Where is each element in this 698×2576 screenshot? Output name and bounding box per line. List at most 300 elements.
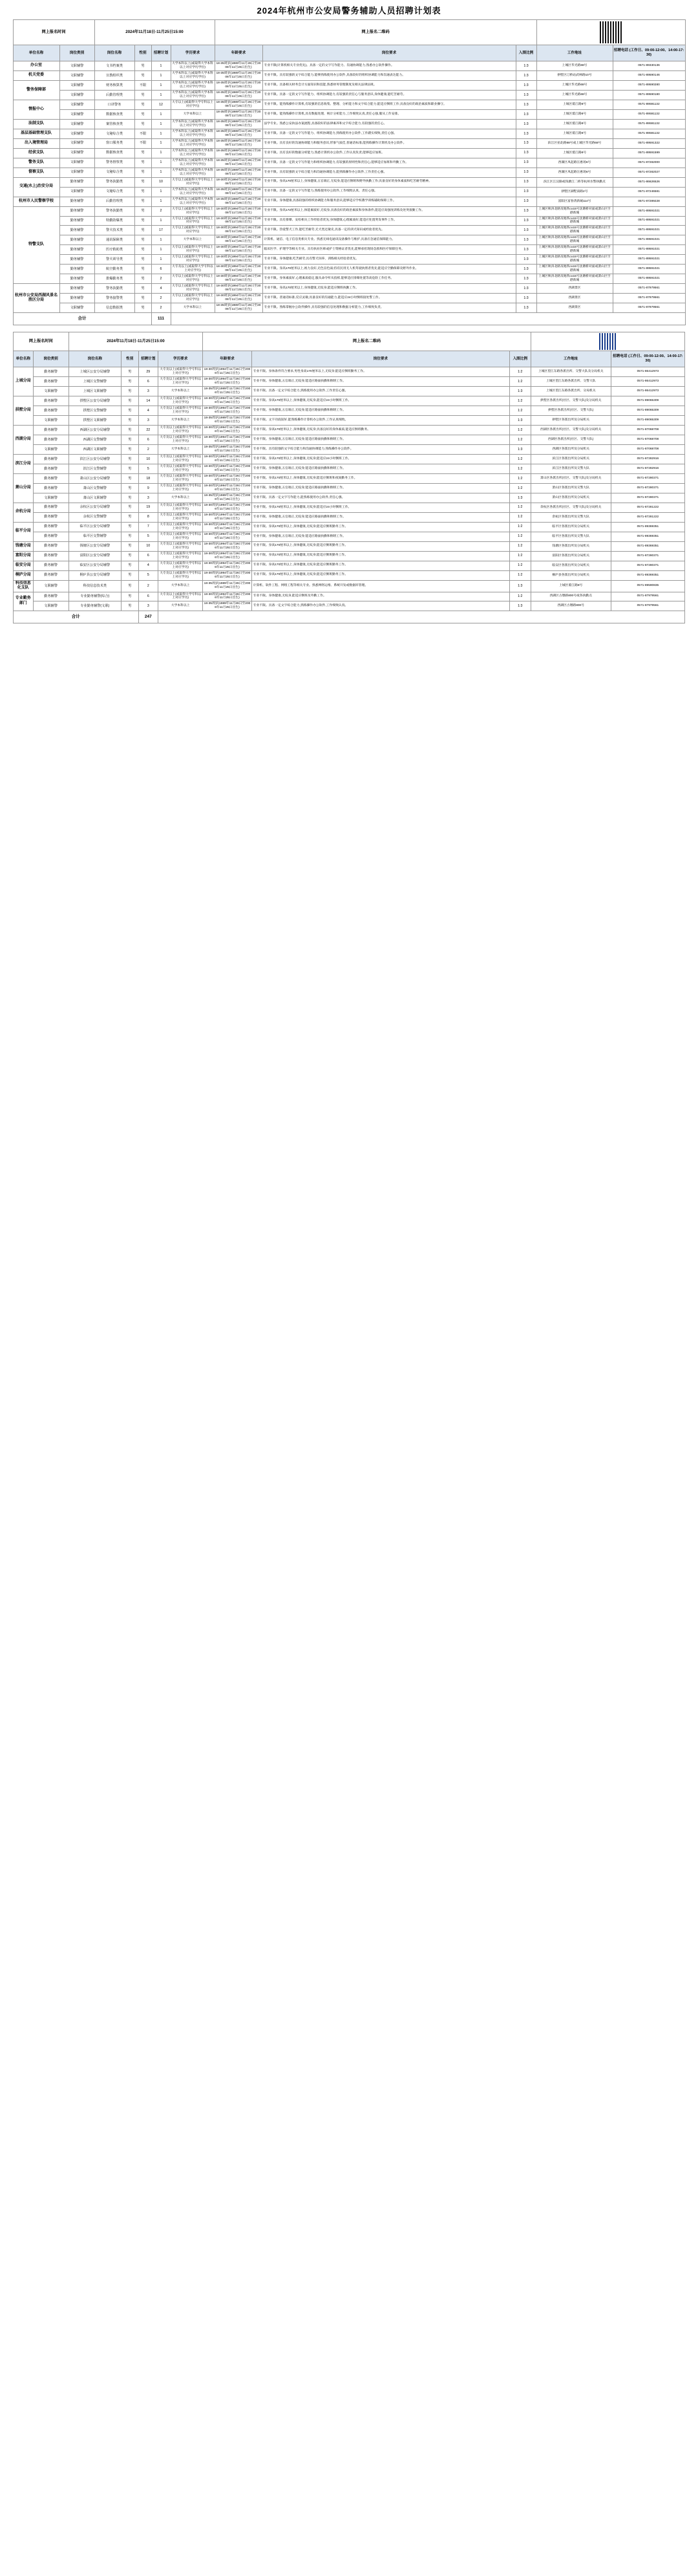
cell-requirement: 专业不限。身体健康,五官端正,无纹身;能适应路面执勤和倒班工作。: [251, 483, 509, 493]
cell-sex: 男: [122, 541, 138, 551]
table-row: [13, 90, 685, 100]
recruitment-table-part1: [13, 19, 686, 325]
cell-post: 特勤防爆类: [94, 216, 134, 226]
cell-age: 18-30周岁(1994年11月26日至2006年11月25日出生): [215, 226, 262, 235]
cell-sex: 男: [134, 187, 151, 197]
cell-age: 18-30周岁(1994年11月26日至2006年11月25日出生): [203, 503, 251, 512]
cell-ratio: 1:3: [516, 109, 536, 119]
cell-ratio: 1:3: [516, 265, 536, 274]
cell-education: 大学本科以上(或取得大学本科以上对应学历学位): [171, 197, 215, 206]
cell-education: 大专及以上(或取得大学专科以上对应学历): [158, 570, 203, 580]
cell-requirement: 专业不限。身高170厘米以上,身体健康,无纹身;具备良好的身体素质,能适应倒班勤务。: [251, 426, 509, 435]
col-category: 岗位类别: [59, 45, 94, 61]
cell-age: 18-35周岁(1989年11月26日至2006年11月25日出生): [215, 129, 262, 138]
cell-count: 1: [151, 197, 171, 206]
recruitment-table-part2: [13, 332, 685, 623]
total-blank: [171, 313, 685, 325]
table-row: [13, 235, 685, 245]
cell-post: 临平区交警辅警: [69, 532, 121, 541]
cell-education: 大专及以上(或取得大学专科以上对应学历): [158, 377, 203, 387]
cell-education: 大学本科以上(或取得大学本科以上对应学历学位): [171, 187, 215, 197]
col-sex-2: 性别: [122, 351, 138, 367]
cell-ratio: 1:2: [509, 541, 531, 551]
cell-hotline: 0571-89591021: [613, 255, 685, 265]
table-row: [13, 226, 685, 235]
cell-post: 警犬技术类: [94, 226, 134, 235]
cell-hotline: 0571-87979561: [611, 592, 684, 601]
cell-ratio: 1:2: [509, 435, 531, 444]
col-unit-2: 单位名称: [14, 351, 34, 367]
cell-ratio: 1:3: [516, 226, 536, 235]
cell-age: 18-30周岁(1994年11月26日至2006年11月25日出生): [215, 216, 262, 226]
cell-age: 18-30周岁(1994年11月26日至2006年11月25日出生): [215, 255, 262, 265]
table-row: [13, 255, 685, 265]
cell-hotline: 0571-89591322: [613, 138, 685, 148]
cell-post: 文秘综合类: [94, 187, 134, 197]
cell-age: 18-35周岁(1989年11月26日至2006年11月25日出生): [215, 187, 262, 197]
cell-requirement: 专业不限。身高170厘米以上,身体健康,无纹身;能适应倒班勤务工作。: [251, 570, 509, 580]
table-row: [13, 100, 685, 109]
cell-count: 2: [151, 206, 171, 216]
cell-requirement: 专业不限。具有良好的沟通协调能力和服务意识,形象气质佳,普通话标准,能熟练操作计算机及办公软件。: [262, 138, 516, 148]
cell-age: 18-30周岁(1994年11月26日至2006年11月25日出生): [203, 426, 251, 435]
cell-hotline: 0571-89590280: [613, 80, 685, 90]
cell-requirement: 专业不限。具备相关财务会计方面知识和技能,熟悉财务管理制度及相关法律法规。: [262, 80, 516, 90]
cell-post: 医疗救助类: [94, 245, 134, 255]
table-row: [13, 177, 685, 187]
cell-post: 窗口服务类: [94, 138, 134, 148]
cell-address: 萧山区各派出所及交警大队: [531, 483, 611, 493]
cell-requirement: 专业不限。熟练掌握办公软件操作,具有较强的信息处理和数据分析能力,工作细致负责。: [262, 303, 516, 313]
cell-education: 大专及以上(或取得大学专科以上对应学历): [158, 503, 203, 512]
cell-count: 1: [151, 80, 171, 90]
cell-requirement: 专业不限。具备一定文字综合能力,熟练使用办公软件,工作责任心强。: [251, 387, 509, 396]
cell-category: 文职辅警: [33, 493, 69, 503]
cell-requirement: 计算机、软件工程、网络工程等相关专业。熟悉网络运维、系统开发或数据库管理。: [251, 580, 509, 592]
total-row-part1: [13, 313, 685, 325]
cell-count: 19: [138, 503, 158, 512]
cell-post: 数据核查类: [94, 148, 134, 158]
cell-sex: 男: [134, 206, 151, 216]
cell-education: 大专及以上(或取得大学专科以上对应学历): [158, 551, 203, 561]
table-row: [14, 473, 685, 483]
cell-hotline: 0571-87280371: [611, 493, 684, 503]
cell-count: 1: [151, 61, 171, 71]
cell-ratio: 1:2: [509, 483, 531, 493]
cell-ratio: 1:3: [516, 168, 536, 177]
cell-ratio: 1:2: [509, 426, 531, 435]
cell-requirement: 计算机、通信、电子信息类相关专业。熟悉无线电通讯设备操作与维护,具备应急通信保障能力。: [262, 235, 516, 245]
cell-post: 上城区交警辅警: [69, 377, 121, 387]
cell-post: 财务核算类: [94, 80, 134, 90]
cell-category: 勤务辅警: [59, 226, 94, 235]
cell-education: 大学本科以上: [171, 235, 215, 245]
cell-requirement: 专业不限。身体健康,具备较强的组织协调能力和服务意识,能够适应学校教学训练辅助保障工作。: [262, 197, 516, 206]
cell-post: 萧山区文职辅警: [69, 493, 121, 503]
cell-sex: 男: [122, 522, 138, 532]
cell-unit: 临安分局: [14, 561, 34, 570]
table-row: [14, 503, 685, 512]
cell-ratio: 1:2: [509, 473, 531, 483]
cell-hotline: 0571-89065309: [611, 416, 684, 426]
col-category-2: 岗位类别: [33, 351, 69, 367]
cell-unit: 办公室: [13, 61, 59, 71]
cell-ratio: 1:3: [509, 601, 531, 611]
cell-requirement: 专业不限。具备一定文字综合能力,熟练操作办公软件,工作细致认真。: [251, 601, 509, 611]
col-post-2: 岗位名称: [69, 351, 121, 367]
col-address-2: 工作地址: [531, 351, 611, 367]
cell-hotline: 0571-89591021: [613, 206, 685, 216]
cell-address: 西湖区古墩路800号或各执勤点: [531, 592, 611, 601]
cell-category: 文职辅警: [33, 416, 69, 426]
cell-sex: 男: [134, 61, 151, 71]
cell-category: 勤务辅警: [33, 532, 69, 541]
col-age: 年龄要求: [215, 45, 262, 61]
cell-count: 1: [151, 109, 171, 119]
cell-post: 文秘综合类: [94, 129, 134, 138]
cell-ratio: 1:3: [516, 129, 536, 138]
cell-hotline: 0571-87979561: [611, 601, 684, 611]
col-ratio: 入围比例: [516, 45, 536, 61]
notice-time: 2024年11月18日-11月25日15:00: [94, 20, 215, 45]
cell-education: 大专以上(或取得大学专科以上对应学历): [171, 284, 215, 294]
cell-age: 18-30周岁(1994年11月26日至2006年11月25日出生): [215, 294, 262, 303]
cell-education: 大专及以上(或取得大学专科以上对应学历): [158, 367, 203, 377]
cell-hotline: 0571-87281222: [611, 503, 684, 512]
cell-sex: 男: [122, 483, 138, 493]
cell-post: 航空勤务类: [94, 265, 134, 274]
cell-sex: 男: [122, 503, 138, 512]
cell-count: 1: [151, 148, 171, 158]
table-row: [14, 551, 685, 561]
total-label: 合计: [13, 313, 151, 325]
col-unit: 单位名称: [13, 45, 59, 61]
cell-age: 18-30周岁(1994年11月26日至2006年11月25日出生): [203, 541, 251, 551]
cell-address: 上城区华光路68号: [536, 90, 613, 100]
table-row: [14, 435, 685, 444]
cell-hotline: 0571-87280371: [611, 551, 684, 561]
cell-sex: 男: [122, 367, 138, 377]
cell-category: 勤务辅警: [59, 294, 94, 303]
notice-qr-label-2: 网上报名二维码: [203, 332, 531, 351]
cell-ratio: 1:3: [516, 100, 536, 109]
cell-age: 18-35周岁(1989年11月26日至2006年11月25日出生): [203, 580, 251, 592]
cell-post: 上城区文职辅警: [69, 387, 121, 396]
cell-post: 临安区公安分局辅警: [69, 561, 121, 570]
cell-age: 18-35周岁(1989年11月26日至2006年11月25日出生): [215, 109, 262, 119]
cell-category: 文职辅警: [59, 80, 94, 90]
cell-hotline: 0571-89591132: [613, 119, 685, 129]
cell-age: 18-30周岁(1994年11月26日至2006年11月25日出生): [203, 570, 251, 580]
cell-unit: 警务保障部: [13, 80, 59, 100]
cell-address: 西湖景区: [536, 294, 613, 303]
cell-count: 2: [151, 303, 171, 313]
cell-address: 上城区望江东路各派出所、分局机关: [531, 387, 611, 396]
cell-age: 18-35周岁(1989年11月26日至2006年11月25日出生): [215, 138, 262, 148]
cell-education: 大专以上(或取得大学专科以上对应学历): [171, 294, 215, 303]
cell-category: 勤务辅警: [59, 284, 94, 294]
cell-ratio: 1:3: [516, 80, 536, 90]
qr-code[interactable]: [536, 20, 685, 45]
cell-hotline: 0571-87282916: [611, 454, 684, 464]
cell-category: 勤务辅警: [33, 483, 69, 493]
col-address: 工作地址: [536, 45, 613, 61]
cell-address: 西湖区各派出所及分局机关: [531, 444, 611, 454]
cell-ratio: 1:3: [516, 90, 536, 100]
cell-requirement: 专业不限。能熟练操作计算机,有较强的信息收集、整理、分析能力和文字综合能力;能适应倒班工作;具备良好的政治素质和职业操守。: [262, 100, 516, 109]
cell-education: 大专及以上(或取得大学专科以上对应学历): [158, 396, 203, 406]
cell-address: 富阳区富春湾新城114号: [536, 197, 613, 206]
cell-count: 2: [151, 274, 171, 284]
cell-hotline: 0571-89591021: [613, 235, 685, 245]
cell-post: 警务接警类: [94, 294, 134, 303]
table-row: [14, 416, 685, 426]
cell-address: 滨江区江汉路或钱塘江二桥等杭州水警执勤点: [536, 177, 613, 187]
cell-requirement: 专业不限。具有良好的数据分析能力,熟悉计算机办公软件,工作认真负责,能够适应加班。: [262, 148, 516, 158]
cell-category: 勤务辅警: [59, 274, 94, 284]
cell-education: 大专及以上(或取得大学专科以上对应学历): [158, 561, 203, 570]
table-row: [14, 426, 685, 435]
cell-hotline: 0571-89590835: [611, 580, 684, 592]
cell-post: 拱墅区公安分局辅警: [69, 396, 121, 406]
cell-post: 案管核查类: [94, 119, 134, 129]
table-row: [13, 138, 685, 148]
notice-row-2: [14, 332, 685, 351]
cell-age: 18-35周岁(1989年11月26日至2006年11月25日出生): [215, 61, 262, 71]
cell-post: 后勤管理类: [94, 90, 134, 100]
cell-category: 勤务辅警: [33, 454, 69, 464]
cell-age: 18-35周岁(1989年11月26日至2006年11月25日出生): [215, 303, 262, 313]
cell-address: 临平区各派出所及交警大队: [531, 532, 611, 541]
cell-education: 大专以上(或取得大学专科以上对应学历): [171, 274, 215, 284]
cell-count: 3: [138, 416, 158, 426]
cell-count: 1: [151, 187, 171, 197]
cell-age: 18-30周岁(1994年11月26日至2006年11月25日出生): [203, 435, 251, 444]
cell-age: 18-30周岁(1994年11月26日至2006年11月25日出生): [215, 177, 262, 187]
cell-requirement: 专业不限。身高170厘米以上,身体健康,无纹身;能适应倒班勤务工作。: [251, 561, 509, 570]
cell-requirement: 专业不限。身高170厘米以上,身体健康,无纹身,能适应24小时倒班工作。: [251, 396, 509, 406]
cell-category: 勤务辅警: [59, 255, 94, 265]
cell-hotline: 0571-89591021: [613, 216, 685, 226]
cell-education: 大学本科以上: [158, 580, 203, 592]
cell-address: 上城区华光路68号: [536, 61, 613, 71]
cell-requirement: 专业不限。身体健康,无纹身,能适应倒班及外勤工作。: [251, 592, 509, 601]
cell-hotline: 0571-89591021: [613, 265, 685, 274]
cell-post: 排爆勤务类: [94, 274, 134, 284]
cell-education: 大专以上(或取得大学专科以上对应学历): [171, 245, 215, 255]
cell-education: 大学本科以上: [158, 387, 203, 396]
cell-requirement: 专业不限。身体健康,五官端正,无纹身;能适应路面执勤和倒班工作。: [251, 406, 509, 416]
cell-requirement: 专业不限。具备一定的文字写作能力、组织协调能力,有较强的责任心与服务意识,身体健康,能吃苦耐劳。: [262, 90, 516, 100]
cell-address: 西湖区各派出所(社区、交警大队)及分局机关: [531, 426, 611, 435]
cell-sex: 男: [122, 406, 138, 416]
cell-education: 大专以上(或取得大学专科以上对应学历): [171, 100, 215, 109]
cell-category: 勤务辅警: [59, 235, 94, 245]
cell-sex: 男: [122, 377, 138, 387]
cell-requirement: 专业不限。身高170厘米以上,身体健康,无纹身,能适应倒班执勤工作。: [262, 284, 516, 294]
table-row: [13, 245, 685, 255]
notice-row: [13, 20, 685, 45]
cell-education: 大专及以上(或取得大学专科以上对应学历): [158, 406, 203, 416]
table-row: [14, 444, 685, 454]
cell-requirement: 专业不限(计算机相关专业优先)。具备一定的文字写作能力、沟通协调能力,熟悉办公软件操作。: [262, 61, 516, 71]
cell-education: 大专及以上(或取得大学专科以上对应学历): [158, 454, 203, 464]
total-blank-2: [158, 611, 685, 623]
cell-education: 大专以上(或取得大学专科以上对应学历): [171, 255, 215, 265]
cell-requirement: 专业不限。具备一定的文字写作能力和组织协调能力,有较强的原则性和责任心,能够适应加班和外勤工作。: [262, 158, 516, 168]
cell-address: 拱墅区各派出所(社区、交警大队): [531, 406, 611, 416]
cell-post: 警务督察类: [94, 158, 134, 168]
cell-hotline: 0571-87979561: [613, 303, 685, 313]
cell-requirement: 专业不限。身高170厘米以上,身体健康,无纹身;能适应倒班和夜间勤务工作。: [251, 473, 509, 483]
cell-ratio: 1:2: [509, 377, 531, 387]
cell-ratio: 1:2: [509, 551, 531, 561]
cell-age: 18-35周岁(1989年11月26日至2006年11月25日出生): [203, 387, 251, 396]
notice-label: 网上报名时间: [13, 20, 94, 45]
cell-address: 上城区秋涛北路及地铁co15号沈塘桥对面或萧山区空港新城: [536, 255, 613, 265]
cell-hotline: 0571-89369351: [611, 532, 684, 541]
cell-count: 6: [138, 551, 158, 561]
cell-address: 拱墅区各派出所(社区、交警大队)及分局机关: [531, 396, 611, 406]
cell-requirement: 专业不限。具有较强的文字综合能力和沟通协调能力,熟练操作办公软件。: [251, 444, 509, 454]
cell-ratio: 1:3: [516, 70, 536, 80]
cell-age: 18-35周岁(1989年11月26日至2006年11月25日出生): [215, 70, 262, 80]
cell-post: 信息数据类: [94, 303, 134, 313]
cell-hotline: 0571-87979561: [613, 284, 685, 294]
cell-requirement: 专业不限。身高170厘米以上,身体健康,无纹身;能适应24小时倒班工作。: [251, 454, 509, 464]
cell-count: 3: [138, 493, 158, 503]
cell-requirement: 专业不限。身高170厘米以上,身体健康,无纹身;能适应24小时倒班工作。: [251, 503, 509, 512]
cell-age: 18-35周岁(1989年11月26日至2006年11月25日出生): [215, 119, 262, 129]
cell-address: 临平区各派出所及分局机关: [531, 522, 611, 532]
total-label-2: 合计: [14, 611, 139, 623]
cell-unit: 富阳分局: [14, 551, 34, 561]
cell-ratio: 1:2: [509, 532, 531, 541]
table-row: [13, 274, 685, 284]
cell-education: 大专及以上(或取得大学专科以上对应学历): [158, 522, 203, 532]
cell-education: 大学本科以上(或取得大学本科以上对应学历学位): [171, 148, 215, 158]
cell-sex: 男: [134, 148, 151, 158]
cell-count: 2: [138, 580, 158, 592]
cell-count: 4: [138, 406, 158, 416]
cell-address: 临安区各派出所及分局机关: [531, 561, 611, 570]
cell-requirement: 专业不限。具备一定的文字写作能力、组织协调能力,熟练使用办公软件,工作踏实细致,责任心强。: [262, 129, 516, 138]
cell-education: 大专及以上(或取得大学专科以上对应学历): [158, 592, 203, 601]
cell-address: 上城区华光路68号: [536, 80, 613, 90]
cell-category: 文职辅警: [59, 187, 94, 197]
cell-unit: 出入境管理局: [13, 138, 59, 148]
cell-category: 文职辅警: [33, 387, 69, 396]
table-row: [14, 464, 685, 473]
cell-ratio: 1:2: [509, 561, 531, 570]
cell-unit: 交通(水上)治安分局: [13, 177, 59, 197]
cell-education: 大专以上(或取得大学专科以上对应学历): [171, 216, 215, 226]
cell-ratio: 1:3: [516, 303, 536, 313]
cell-address: 西湖区古墩路800号: [531, 601, 611, 611]
cell-hotline: 0571-89369351: [611, 570, 684, 580]
cell-ratio: 1:2: [509, 396, 531, 406]
table-row: [14, 541, 685, 551]
cell-ratio: 1:3: [516, 177, 536, 187]
cell-sex: 男: [122, 473, 138, 483]
cell-address: 上城区婺江路8号: [536, 119, 613, 129]
table-row: [14, 454, 685, 464]
cell-unit: 法制支队: [13, 119, 59, 129]
cell-ratio: 1:3: [516, 206, 536, 216]
cell-category: 勤务辅警: [33, 396, 69, 406]
cell-count: 5: [138, 532, 158, 541]
cell-sex: 男: [134, 245, 151, 255]
cell-unit: 桐庐分局: [14, 570, 34, 580]
cell-sex: 男: [122, 444, 138, 454]
table-row: [13, 158, 685, 168]
cell-hotline: 0571-86412973: [611, 367, 684, 377]
cell-sex: 不限: [134, 129, 151, 138]
col-education-2: 学历要求: [158, 351, 203, 367]
cell-sex: 男: [134, 226, 151, 235]
cell-age: 18-30周岁(1994年11月26日至2006年11月25日出生): [215, 206, 262, 216]
cell-post: 宣教组织类: [94, 70, 134, 80]
cell-requirement: 专业不限。普通话标准,反应灵敏,具备良好的沟通能力,能适应24小时倒班接处警工作。: [262, 294, 516, 303]
cell-age: 18-35周岁(1989年11月26日至2006年11月25日出生): [215, 197, 262, 206]
cell-ratio: 1:3: [509, 493, 531, 503]
cell-count: 3: [138, 387, 158, 396]
cell-address: 上城区婺江路8号: [531, 580, 611, 592]
cell-unit: 滨江分局: [14, 454, 34, 473]
cell-count: 5: [138, 464, 158, 473]
cell-education: 大学本科以上(或取得大学本科以上对应学历学位): [171, 80, 215, 90]
table-row: [14, 561, 685, 570]
cell-ratio: 1:2: [509, 464, 531, 473]
cell-ratio: 1:3: [516, 216, 536, 226]
cell-requirement: 专业不限。身高170厘米以上,身体健康,五官端正,无纹身,能适应倒班和野外执勤工作;具备良好的身体素质和吃苦耐劳精神。: [262, 177, 516, 187]
cell-category: 勤务辅警: [59, 216, 94, 226]
cell-count: 2: [138, 444, 158, 454]
col-post: 岗位名称: [94, 45, 134, 61]
col-education: 学历要求: [171, 45, 215, 61]
qr-code-2[interactable]: [531, 332, 684, 351]
cell-category: 文职辅警: [33, 580, 69, 592]
table-row: [13, 129, 685, 138]
cell-hotline: 0571-89591132: [613, 100, 685, 109]
col-count-2: 招聘计划: [138, 351, 158, 367]
cell-education: 大学本科以上(或取得大学本科以上对应学历学位): [171, 70, 215, 80]
cell-post: 警务执勤类: [94, 284, 134, 294]
table-row: [13, 303, 685, 313]
cell-address: 上城区秋涛北路及地铁co15号沈塘桥对面或萧山区空港新城: [536, 206, 613, 216]
cell-post: 文书档案类: [94, 61, 134, 71]
cell-sex: 男: [122, 396, 138, 406]
table-row: [13, 148, 685, 158]
cell-requirement: 临床医学、护理学等相关专业。具有执业医师或护士资格证者优先,能够承担现场急救和医疗保障任务。: [262, 245, 516, 255]
cell-sex: 男: [122, 493, 138, 503]
cell-requirement: 专业不限。身体健康,五官端正,无纹身;能适应路面执勤和倒班工作。: [251, 464, 509, 473]
cell-ratio: 1:3: [509, 580, 531, 592]
cell-post: 文秘综合类: [94, 168, 134, 177]
cell-address: 上城区秋涛北路及地铁co15号沈塘桥对面或萧山区空港新城: [536, 235, 613, 245]
cell-education: 大学本科以上(或取得大学本科以上对应学历学位): [171, 90, 215, 100]
cell-category: 勤务辅警: [33, 503, 69, 512]
cell-requirement: 专业不限。具备一定的文字写作能力,熟练使用办公软件,工作细致认真、责任心强。: [262, 187, 516, 197]
cell-sex: 男: [134, 90, 151, 100]
cell-category: 勤务辅警: [33, 367, 69, 377]
cell-count: 29: [138, 367, 158, 377]
cell-sex: 男: [134, 177, 151, 187]
cell-sex: 男: [122, 532, 138, 541]
cell-count: 1: [151, 255, 171, 265]
cell-age: 18-35周岁(1989年11月26日至2006年11月25日出生): [215, 158, 262, 168]
notice-label-2: 网上报名时间: [14, 332, 69, 351]
